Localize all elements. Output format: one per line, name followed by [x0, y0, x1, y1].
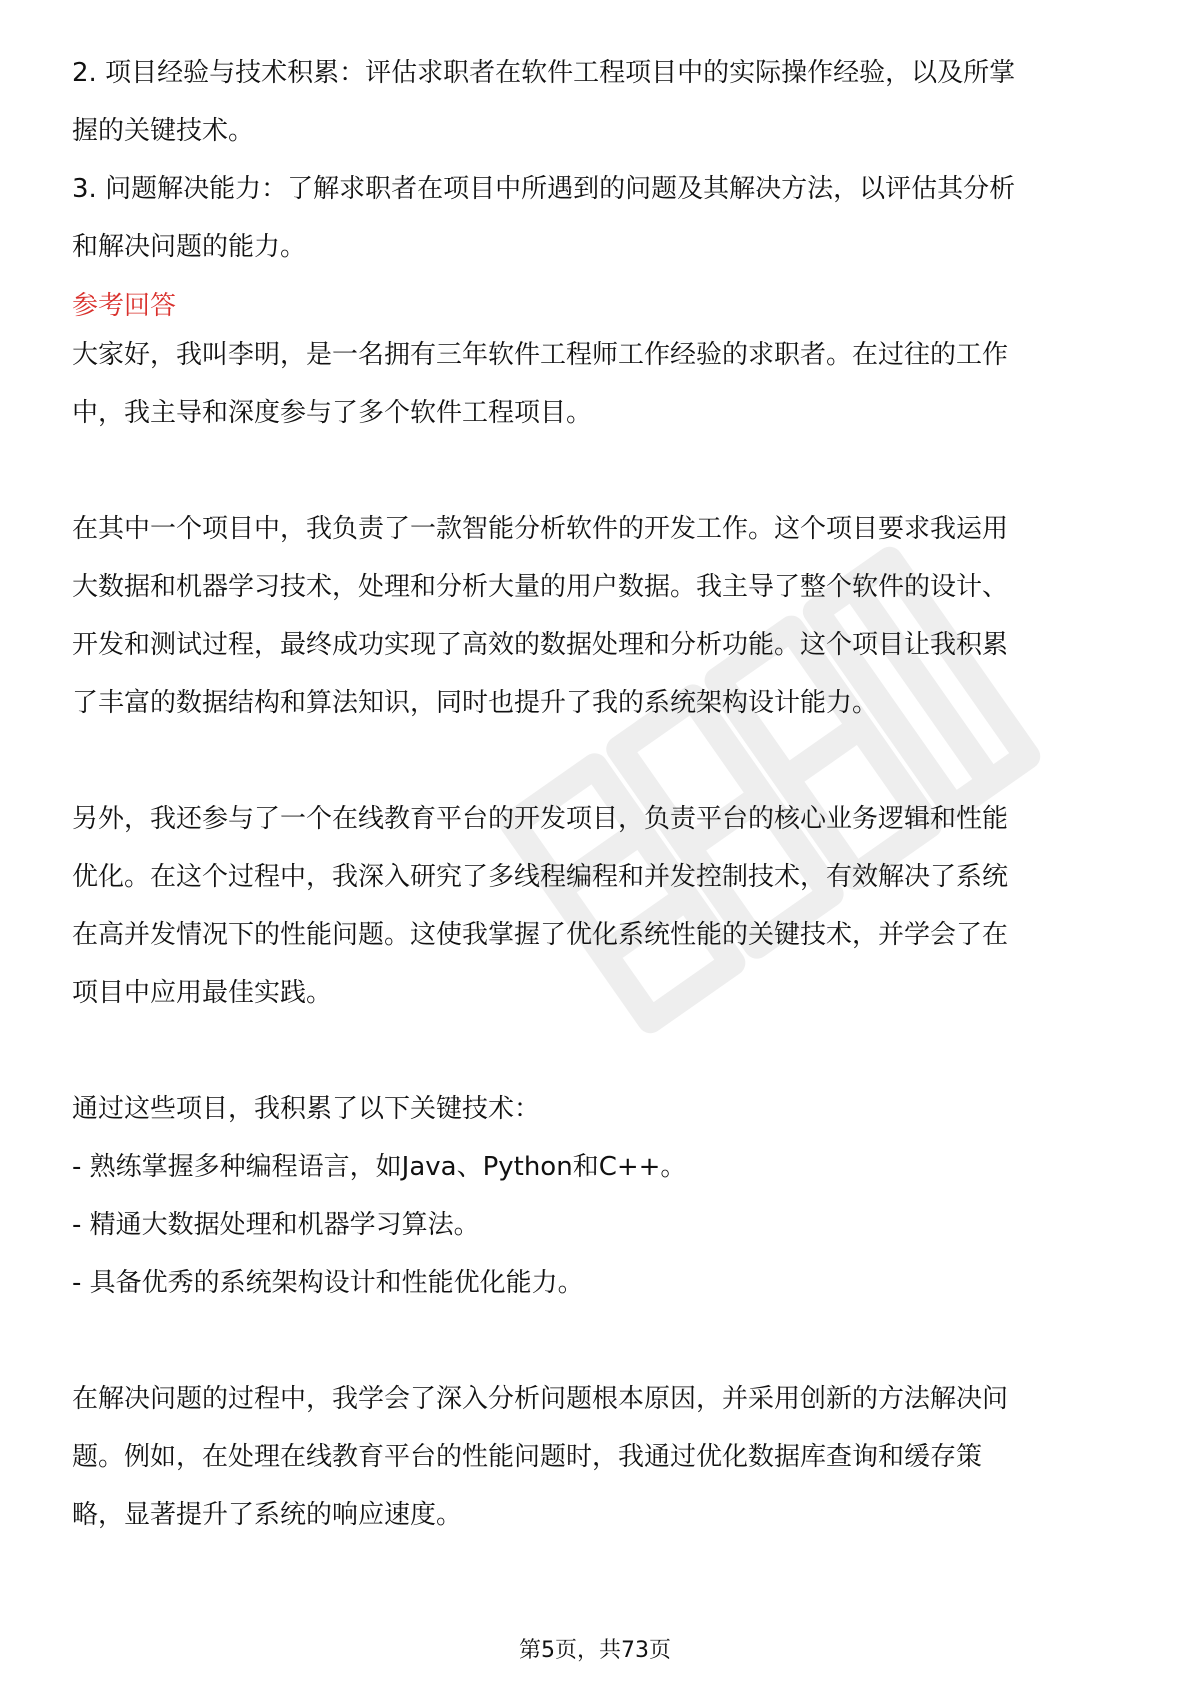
text-line: 2. 项目经验与技术积累：评估求职者在软件工程项目中的实际操作经验，以及所掌: [72, 58, 1016, 88]
text-line: 项目中应用最佳实践。: [72, 978, 333, 1008]
text-line: 优化。在这个过程中，我深入研究了多线程编程和并发控制技术，有效解决了系统: [72, 862, 1009, 892]
text-line: 开发和测试过程，最终成功实现了高效的数据处理和分析功能。这个项目让我积累: [72, 630, 1009, 660]
text-line: 中，我主导和深度参与了多个软件工程项目。: [72, 398, 593, 428]
text-line: 另外，我还参与了一个在线教育平台的开发项目，负责平台的核心业务逻辑和性能: [72, 804, 1009, 834]
answer-paragraph: [72, 326, 1122, 442]
text-line: 通过这些项目，我积累了以下关键技术：: [72, 1094, 541, 1124]
criteria-item: [72, 160, 1122, 276]
text-line: 3. 问题解决能力：了解求职者在项目中所遇到的问题及其解决方法，以评估其分析: [72, 174, 1016, 204]
text-line: 握的关键技术。: [72, 116, 255, 146]
answer-paragraph: [72, 1080, 1122, 1312]
text-line: 在高并发情况下的性能问题。这使我掌握了优化系统性能的关键技术，并学会了在: [72, 920, 1009, 950]
text-line: 了丰富的数据结构和算法知识，同时也提升了我的系统架构设计能力。: [72, 688, 879, 718]
text-line: 大家好，我叫李明，是一名拥有三年软件工程师工作经验的求职者。在过往的工作: [72, 340, 1009, 370]
answer-body: [72, 326, 1122, 1544]
criteria-item: [72, 44, 1122, 160]
text-line: - 精通大数据处理和机器学习算法。: [72, 1210, 480, 1240]
criteria-list: [72, 44, 1122, 276]
document-page: [72, 44, 1122, 1544]
paragraph-gap: [72, 732, 1122, 790]
text-line: 略，显著提升了系统的响应速度。: [72, 1500, 463, 1530]
paragraph-gap: [72, 1312, 1122, 1370]
answer-heading: 参考回答: [72, 291, 177, 321]
paragraph-gap: [72, 442, 1122, 500]
text-line: 题。例如，在处理在线教育平台的性能问题时，我通过优化数据库查询和缓存策: [72, 1442, 983, 1472]
text-line: 在其中一个项目中，我负责了一款智能分析软件的开发工作。这个项目要求我运用: [72, 514, 1009, 544]
text-line: 大数据和机器学习技术，处理和分析大量的用户数据。我主导了整个软件的设计、: [72, 572, 1009, 602]
text-line: 在解决问题的过程中，我学会了深入分析问题根本原因，并采用创新的方法解决问: [72, 1384, 1009, 1414]
answer-paragraph: [72, 790, 1122, 1022]
paragraph-gap: [72, 1022, 1122, 1080]
text-line: 和解决问题的能力。: [72, 232, 307, 262]
answer-paragraph: [72, 500, 1122, 732]
answer-paragraph: [72, 1370, 1122, 1544]
text-line: - 熟练掌握多种编程语言，如Java、Python和C++。: [72, 1152, 687, 1182]
page-footer: 第5页，共73页: [519, 1638, 671, 1663]
text-line: - 具备优秀的系统架构设计和性能优化能力。: [72, 1268, 584, 1298]
